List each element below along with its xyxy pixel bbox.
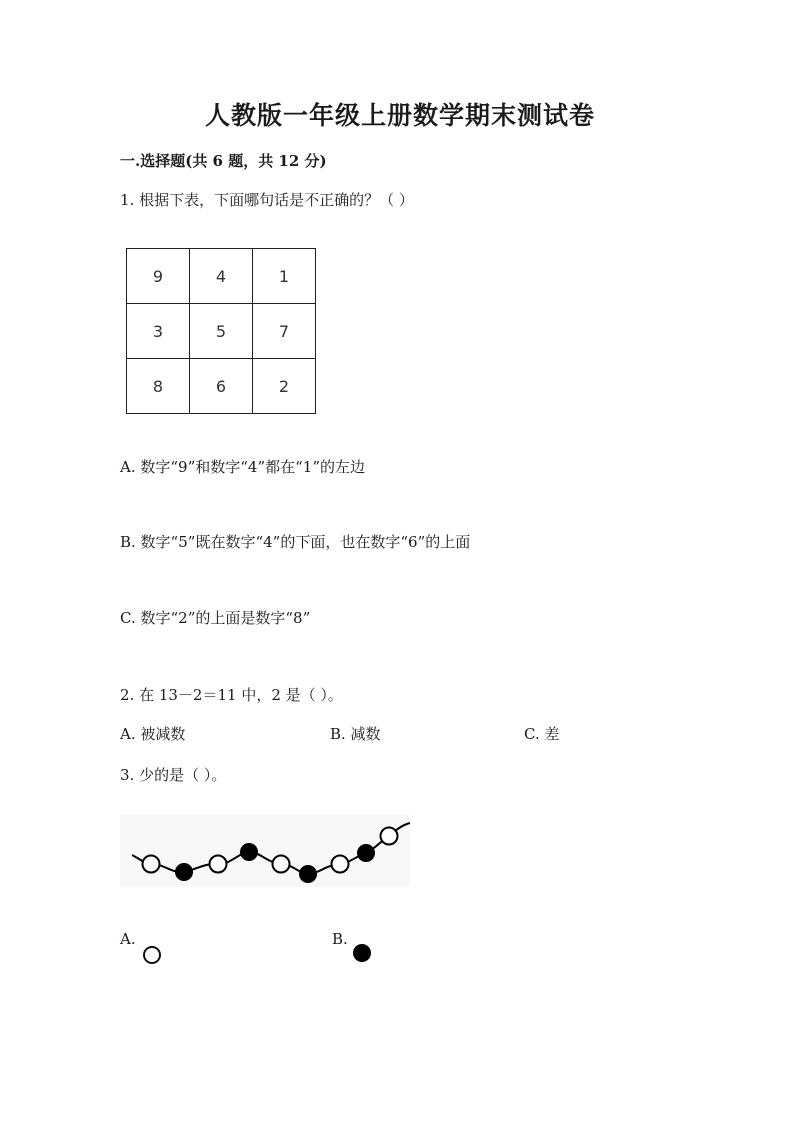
question-1-option-b[interactable]: B. 数字“5”既在数字“4”的下面，也在数字“6”的上面 xyxy=(120,533,471,551)
question-3-option-a-label[interactable]: A. xyxy=(120,930,136,948)
table-row xyxy=(127,359,316,414)
question-1-stem: 1. 根据下表，下面哪句话是不正确的？（ ） xyxy=(120,191,414,209)
open-bead xyxy=(210,856,227,873)
table-row xyxy=(127,249,316,304)
question-2-option-a[interactable]: A. 被减数 xyxy=(120,725,186,743)
number-table xyxy=(126,248,316,414)
table-cell: 7 xyxy=(253,304,316,359)
table-row xyxy=(127,304,316,359)
table-cell: 6 xyxy=(190,359,253,414)
filled-bead xyxy=(241,844,258,861)
open-bead xyxy=(273,856,290,873)
question-3-stem: 3. 少的是（ ）。 xyxy=(120,766,227,784)
table-cell: 8 xyxy=(127,359,190,414)
bead-string-figure xyxy=(120,815,415,890)
table-cell: 4 xyxy=(190,249,253,304)
filled-bead xyxy=(176,864,193,881)
table-cell: 9 xyxy=(127,249,190,304)
question-1-option-c[interactable]: C. 数字“2”的上面是数字“8” xyxy=(120,609,311,627)
table-cell: 3 xyxy=(127,304,190,359)
question-2-option-c[interactable]: C. 差 xyxy=(524,725,560,743)
question-3-option-b-label[interactable]: B. xyxy=(332,930,348,948)
page-title: 人教版一年级上册数学期末测试卷 xyxy=(204,101,595,130)
table-cell: 2 xyxy=(253,359,316,414)
open-bead xyxy=(381,828,398,845)
filled-circle-icon xyxy=(353,944,371,962)
question-2-option-b[interactable]: B. 减数 xyxy=(330,725,381,743)
open-circle-icon xyxy=(143,946,161,964)
section-heading: 一.选择题(共 6 题，共 12 分) xyxy=(120,152,327,170)
open-bead xyxy=(143,856,160,873)
question-2-stem: 2. 在 13－2＝11 中，2 是（ ）。 xyxy=(120,686,343,704)
filled-bead xyxy=(358,845,375,862)
open-bead xyxy=(332,856,349,873)
table-cell: 1 xyxy=(253,249,316,304)
filled-bead xyxy=(300,866,317,883)
question-1-option-a[interactable]: A. 数字“9”和数字“4”都在“1”的左边 xyxy=(120,458,366,476)
table-cell: 5 xyxy=(190,304,253,359)
